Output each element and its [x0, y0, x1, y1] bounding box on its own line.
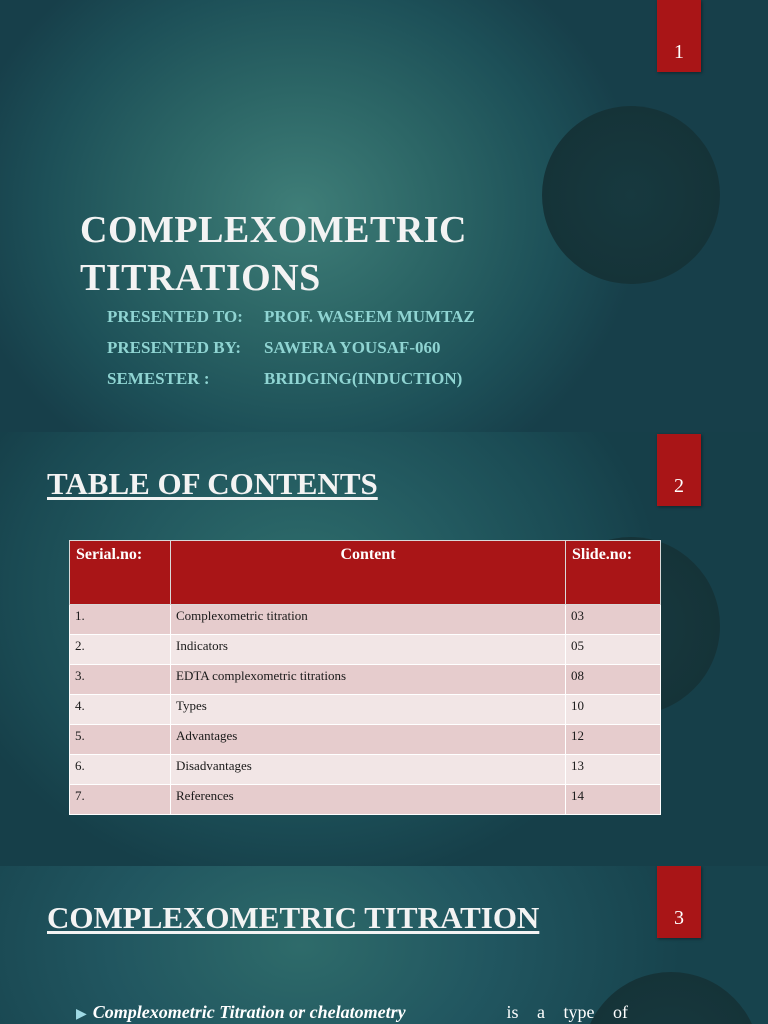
table-cell: 4.: [70, 695, 171, 725]
table-cell: 12: [566, 725, 661, 755]
slide-number: 1: [674, 41, 684, 63]
table-row: [70, 665, 661, 695]
table-cell: Advantages: [171, 725, 566, 755]
slide-number: 2: [674, 475, 684, 497]
presented-to-line: [107, 307, 475, 327]
table-cell: 14: [566, 785, 661, 815]
column-header: Slide.no:: [566, 541, 661, 605]
presented-by-label: PRESENTED BY:: [107, 338, 241, 357]
table-cell: Disadvantages: [171, 755, 566, 785]
table-row: [70, 605, 661, 635]
semester-label: SEMESTER :: [107, 369, 210, 388]
slide-2: [0, 432, 768, 866]
bullet-text: is a type of: [506, 1002, 628, 1022]
table-cell: 3.: [70, 665, 171, 695]
column-header: Content: [171, 541, 566, 605]
table-cell: EDTA complexometric titrations: [171, 665, 566, 695]
title-text: COMPLEXOMETRIC TITRATIONS: [80, 209, 467, 299]
slide-number-badge: [657, 0, 701, 72]
table-header-row: [70, 541, 661, 605]
presented-by-value: SAWERA YOUSAF-060: [264, 338, 441, 357]
table-row: [70, 695, 661, 725]
presented-to-label: PRESENTED TO:: [107, 307, 243, 326]
slide-1: [0, 0, 768, 432]
table-cell: 13: [566, 755, 661, 785]
semester-value: BRIDGING(INDUCTION): [264, 369, 463, 388]
presented-to-value: PROF. WASEEM MUMTAZ: [264, 307, 475, 326]
table-cell: Complexometric titration: [171, 605, 566, 635]
slide-number-badge: [657, 434, 701, 506]
bullet-arrow-icon: ▶: [76, 1007, 87, 1022]
table-cell: 03: [566, 605, 661, 635]
table-cell: 6.: [70, 755, 171, 785]
table-row: [70, 725, 661, 755]
slide-number: 3: [674, 907, 684, 929]
table-row: [70, 755, 661, 785]
semester-line: [107, 369, 463, 389]
table-cell: Types: [171, 695, 566, 725]
decorative-circle: [542, 106, 720, 284]
section-title: COMPLEXOMETRIC TITRATION: [47, 900, 540, 935]
slide-number-badge: [657, 866, 701, 938]
table-cell: 1.: [70, 605, 171, 635]
table-cell: 2.: [70, 635, 171, 665]
table-cell: 5.: [70, 725, 171, 755]
section-title: TABLE OF CONTENTS: [47, 466, 378, 501]
table-cell: 10: [566, 695, 661, 725]
presented-by-line: [107, 338, 441, 358]
bullet-point: [76, 1002, 628, 1023]
column-header: Serial.no:: [70, 541, 171, 605]
table-row: [70, 635, 661, 665]
table-row: [70, 785, 661, 815]
table-cell: Indicators: [171, 635, 566, 665]
table-cell: References: [171, 785, 566, 815]
slide-3: [0, 866, 768, 1024]
contents-table: [69, 540, 661, 815]
presentation-title: [80, 206, 480, 302]
table-cell: 05: [566, 635, 661, 665]
table-cell: 08: [566, 665, 661, 695]
bullet-emphasis-text: Complexometric Titration or chelatometry: [92, 1002, 406, 1022]
table-cell: 7.: [70, 785, 171, 815]
